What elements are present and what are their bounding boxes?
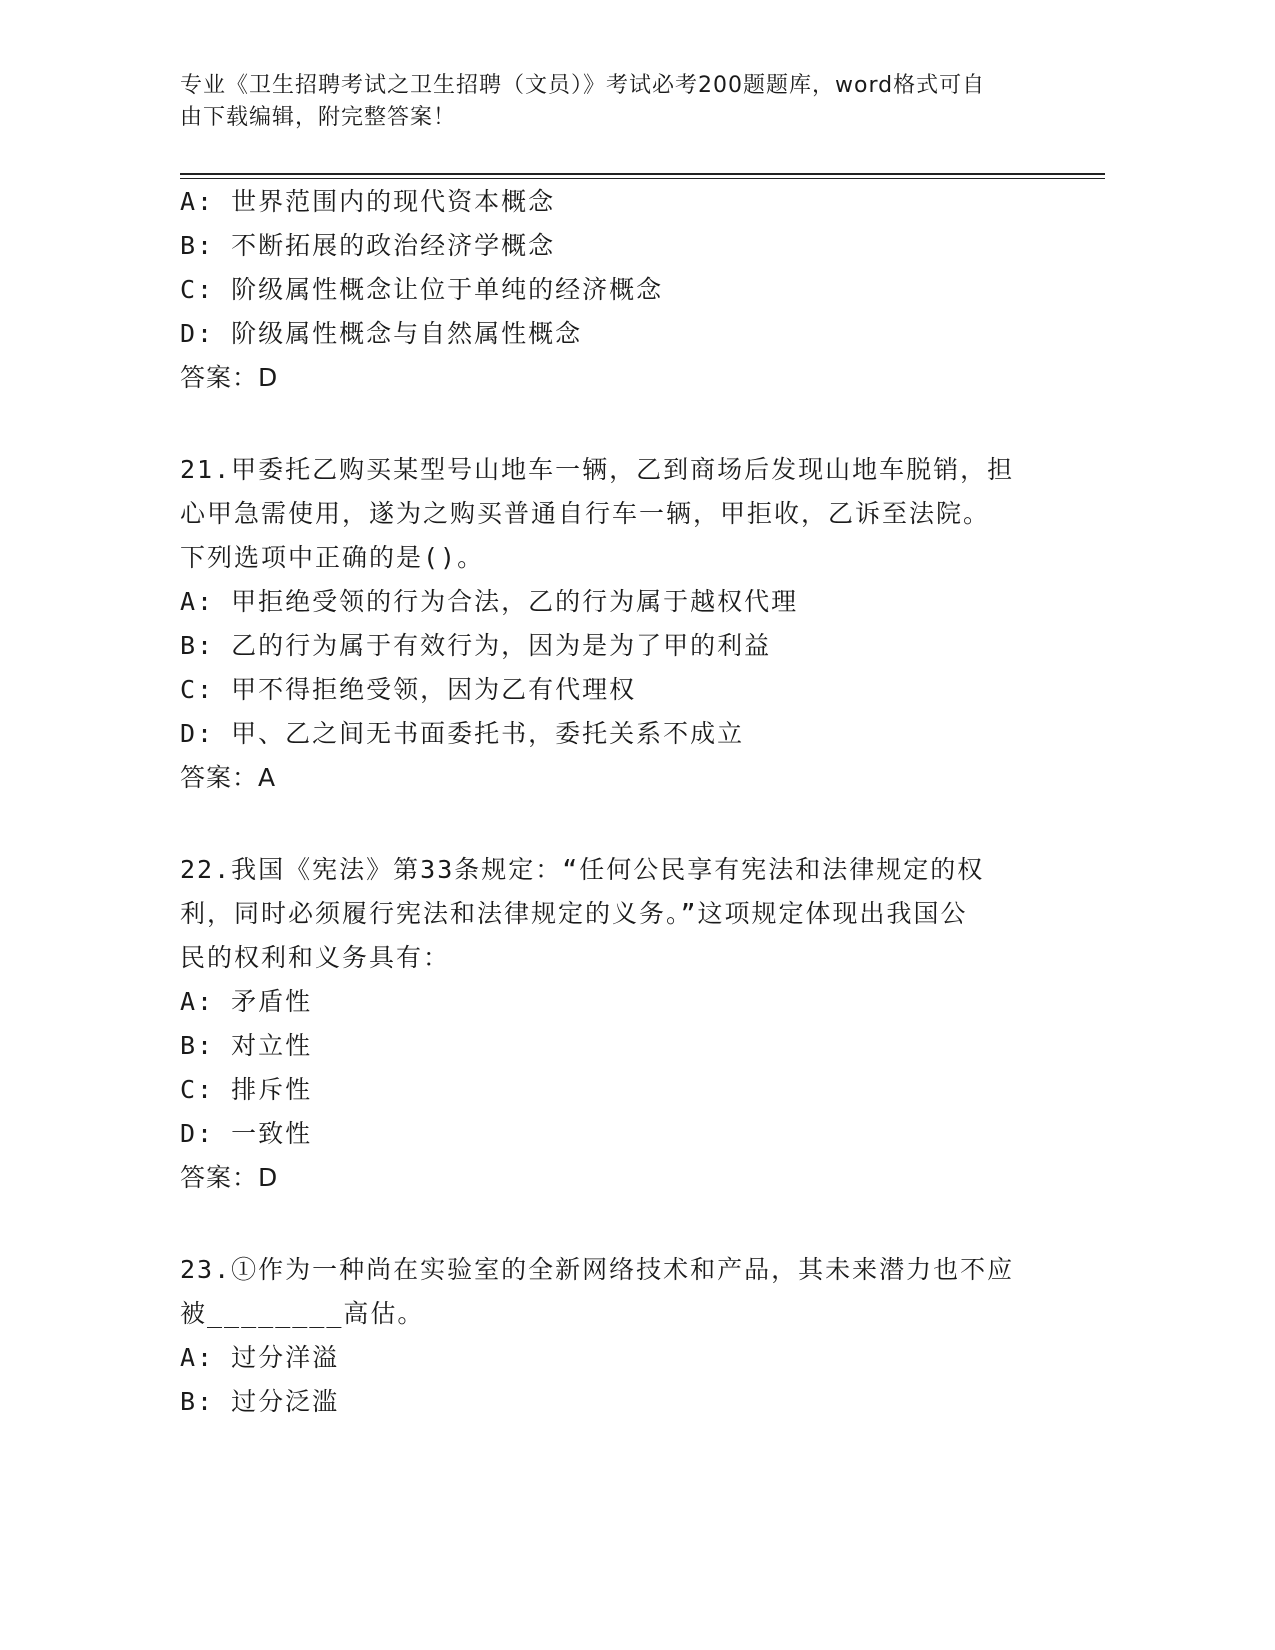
- question-20: [180, 180, 1060, 400]
- question-stem-line: 心甲急需使用，遂为之购买普通自行车一辆，甲拒收，乙诉至法院。: [180, 499, 991, 528]
- option-d: D: 阶级属性概念与自然属性概念: [180, 319, 583, 348]
- option-a: A: 甲拒绝受领的行为合法，乙的行为属于越权代理: [180, 587, 799, 616]
- option-d: D: 甲、乙之间无书面委托书，委托关系不成立: [180, 719, 745, 748]
- spacer: [180, 400, 1060, 448]
- question-stem-line: 民的权利和义务具有：: [180, 943, 451, 972]
- option-b: B: 过分泛滥: [180, 1387, 340, 1416]
- option-a: A: 世界范围内的现代资本概念: [180, 187, 556, 216]
- option-b: B: 乙的行为属于有效行为，因为是为了甲的利益: [180, 631, 772, 660]
- answer: 答案：D: [180, 1163, 279, 1192]
- option-d: D: 一致性: [180, 1119, 313, 1148]
- option-a: A: 过分洋溢: [180, 1343, 340, 1372]
- question-stem-line: 下列选项中正确的是()。: [180, 543, 485, 572]
- header-line-2: 由下载编辑，附完整答案！: [180, 105, 457, 130]
- option-c: C: 阶级属性概念让位于单纯的经济概念: [180, 275, 664, 304]
- spacer: [180, 1200, 1060, 1248]
- question-list: [180, 180, 1060, 1424]
- question-22: [180, 848, 1060, 1200]
- question-stem-line: 被________高估。: [180, 1299, 425, 1328]
- option-b: B: 对立性: [180, 1031, 313, 1060]
- question-stem-line: 23.①作为一种尚在实验室的全新网络技术和产品，其未来潜力也不应: [180, 1255, 1015, 1284]
- question-stem-line: 22.我国《宪法》第33条规定：“任何公民享有宪法和法律规定的权: [180, 855, 985, 884]
- option-c: C: 排斥性: [180, 1075, 313, 1104]
- option-b: B: 不断拓展的政治经济学概念: [180, 231, 556, 260]
- option-c: C: 甲不得拒绝受领，因为乙有代理权: [180, 675, 637, 704]
- question-23: [180, 1248, 1060, 1424]
- answer: 答案：D: [180, 363, 279, 392]
- document-header: [180, 70, 1040, 134]
- question-stem-line: 21.甲委托乙购买某型号山地车一辆，乙到商场后发现山地车脱销，担: [180, 455, 1015, 484]
- header-divider-thin: [180, 178, 1105, 179]
- answer: 答案：A: [180, 763, 277, 792]
- question-stem-line: 利，同时必须履行宪法和法律规定的义务。”这项规定体现出我国公: [180, 899, 968, 928]
- question-21: [180, 448, 1060, 800]
- spacer: [180, 800, 1060, 848]
- header-divider-thick: [180, 173, 1105, 175]
- option-a: A: 矛盾性: [180, 987, 313, 1016]
- header-line-1: 专业《卫生招聘考试之卫生招聘（文员）》考试必考200题题库，word格式可自: [180, 73, 986, 98]
